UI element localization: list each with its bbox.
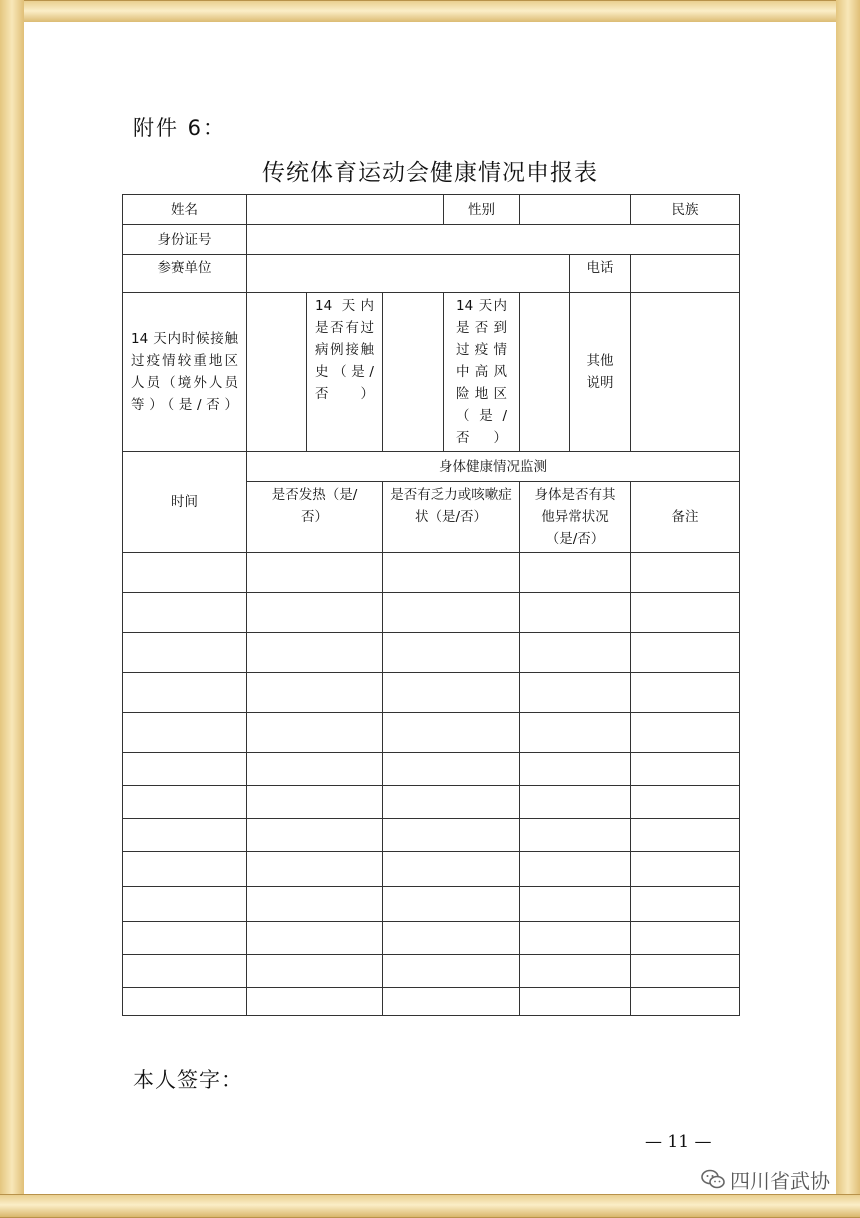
other-note-field[interactable] xyxy=(631,293,740,452)
q1-text: 14 天内时候接触过疫情较重地区人员（境外人员等）（是/否） xyxy=(131,331,238,413)
table-row xyxy=(123,819,740,852)
signature-label: 本人签字： xyxy=(133,1068,243,1092)
q3-answer[interactable] xyxy=(520,293,570,452)
name-field[interactable] xyxy=(247,195,444,225)
fever-label: 是否发热（是/否） xyxy=(247,482,383,553)
remark-label xyxy=(631,482,740,553)
watermark xyxy=(700,1164,830,1194)
wechat-icon xyxy=(700,1166,726,1192)
table-row xyxy=(123,673,740,713)
gender-label: 性别 xyxy=(444,195,520,225)
id-label: 身份证号 xyxy=(123,225,247,255)
ethnicity-label: 民族 xyxy=(631,195,740,225)
time-label: 时间 xyxy=(123,452,247,553)
table-row xyxy=(123,852,740,887)
q3-label xyxy=(444,293,520,452)
abnormal-label: 身体是否有其他异常状况（是/否） xyxy=(520,482,631,553)
q1-label xyxy=(123,293,247,452)
table-row xyxy=(123,553,740,593)
remark-text: 备注 xyxy=(671,509,699,525)
page-number: — 11 — xyxy=(645,1132,712,1152)
watermark-text: 四川省武协 xyxy=(730,1168,830,1193)
other-note-label xyxy=(570,293,631,452)
table-row xyxy=(123,786,740,819)
phone-field[interactable] xyxy=(631,255,740,293)
gender-field[interactable] xyxy=(520,195,631,225)
table-row xyxy=(123,713,740,753)
table-row xyxy=(123,593,740,633)
name-label: 姓名 xyxy=(123,195,247,225)
monitor-label: 身体健康情况监测 xyxy=(247,452,740,482)
table-row xyxy=(123,887,740,922)
q2-answer[interactable] xyxy=(383,293,444,452)
scroll-top-rod xyxy=(0,0,860,24)
unit-field[interactable] xyxy=(247,255,570,293)
health-declaration-table xyxy=(122,194,740,1016)
id-field[interactable] xyxy=(247,225,740,255)
cough-label: 是否有乏力或咳嗽症状（是/否） xyxy=(383,482,520,553)
form-title: 传统体育运动会健康情况申报表 xyxy=(262,160,598,186)
table-row xyxy=(123,988,740,1016)
phone-label: 电话 xyxy=(570,255,631,293)
q2-text: 14 天内是否有过病例接触史（是/否） xyxy=(315,298,374,402)
unit-label: 参赛单位 xyxy=(123,255,247,293)
table-row xyxy=(123,955,740,988)
table-row xyxy=(123,633,740,673)
q3-text: 14 天内是否到过疫情中高风险地区（是/否） xyxy=(456,298,508,446)
q1-answer[interactable] xyxy=(247,293,307,452)
annex-label: 附件 6： xyxy=(133,116,227,140)
other-note-text: 其他说明 xyxy=(586,353,614,391)
monitor-rows xyxy=(123,553,740,1016)
q2-label xyxy=(307,293,383,452)
scroll-bottom-rod xyxy=(0,1194,860,1218)
table-row xyxy=(123,922,740,955)
table-row xyxy=(123,753,740,786)
